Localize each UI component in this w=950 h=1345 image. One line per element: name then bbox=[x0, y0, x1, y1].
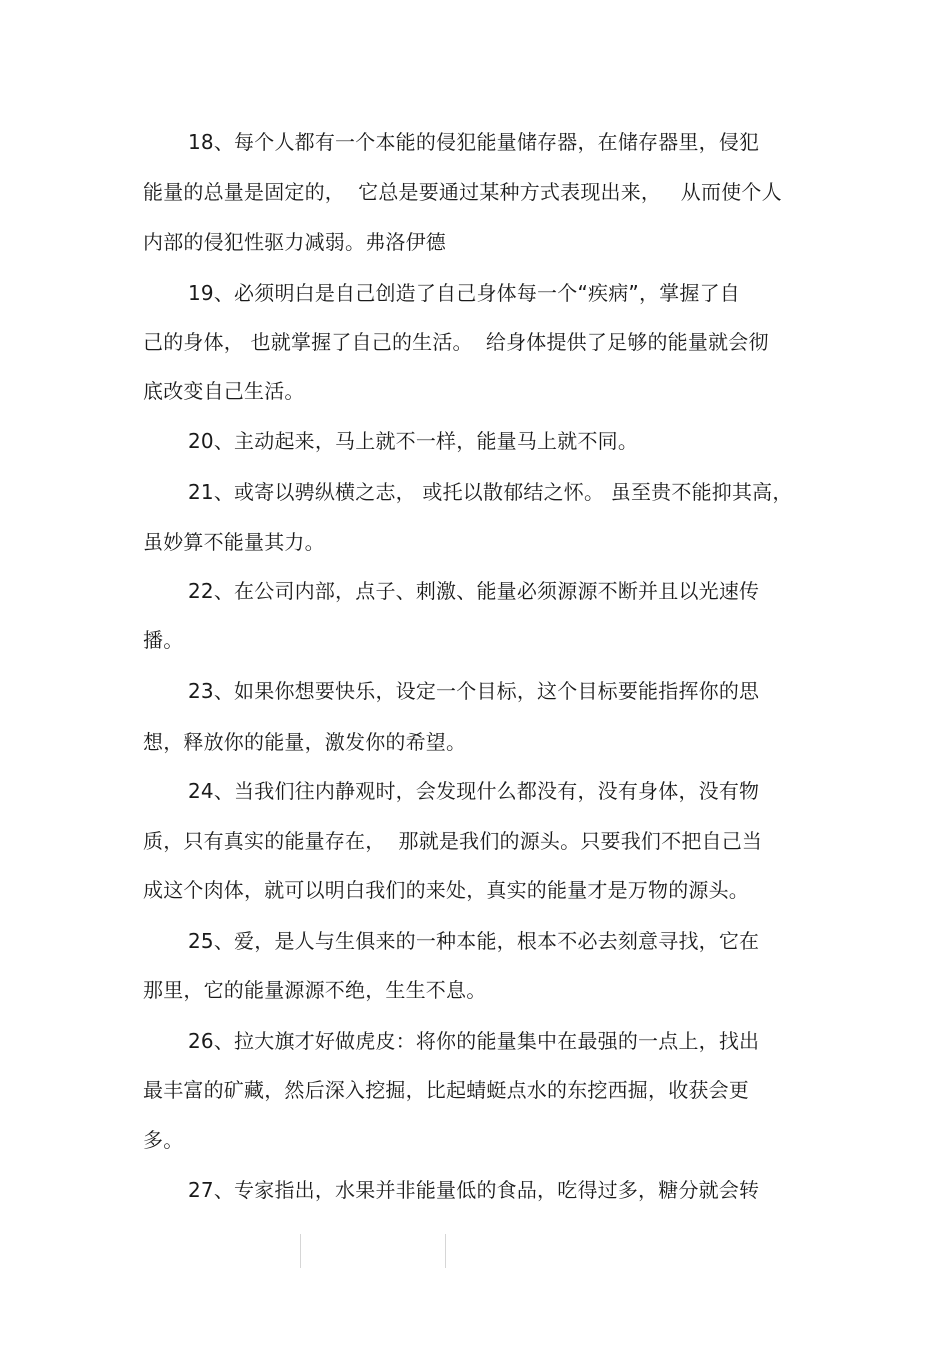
text-line-13: 想，释放你的能量，激发你的希望。 bbox=[143, 730, 467, 754]
text-line-8: 21、或寄以骋纵横之志， 或托以散郁结之怀。 虽至贵不能抑其高， bbox=[188, 480, 793, 504]
text-line-6: 底改变自己生活。 bbox=[143, 379, 305, 403]
text-line-19: 26、拉大旗才好做虎皮：将你的能量集中在最强的一点上，找出 bbox=[188, 1029, 760, 1053]
text-line-10: 22、在公司内部，点子、刺激、能量必须源源不断并且以光速传 bbox=[188, 579, 760, 603]
text-line-14: 24、当我们往内静观时，会发现什么都没有，没有身体，没有物 bbox=[188, 779, 760, 803]
text-line-2: 能量的总量是固定的， 它总是要通过某种方式表现出来， 从而使个人 bbox=[143, 180, 782, 204]
text-line-12: 23、如果你想要快乐，设定一个目标，这个目标要能指挥你的思 bbox=[188, 679, 760, 703]
text-line-15: 质，只有真实的能量存在， 那就是我们的源头。只要我们不把自己当 bbox=[143, 829, 763, 853]
text-line-21: 多。 bbox=[143, 1128, 184, 1152]
text-line-3: 内部的侵犯性驱力减弱。弗洛伊德 bbox=[143, 230, 446, 254]
text-line-18: 那里，它的能量源源不绝，生生不息。 bbox=[143, 978, 487, 1002]
footer-divider-left bbox=[300, 1234, 301, 1268]
text-line-4: 19、必须明白是自己创造了自己身体每一个“疾病”，掌握了自 bbox=[188, 281, 740, 305]
text-line-22: 27、专家指出，水果并非能量低的食品，吃得过多，糖分就会转 bbox=[188, 1178, 760, 1202]
text-line-20: 最丰富的矿藏，然后深入挖掘，比起蜻蜓点水的东挖西掘，收获会更 bbox=[143, 1078, 749, 1102]
text-line-17: 25、爱，是人与生俱来的一种本能，根本不必去刻意寻找，它在 bbox=[188, 929, 760, 953]
text-line-16: 成这个肉体，就可以明白我们的来处，真实的能量才是万物的源头。 bbox=[143, 878, 749, 902]
text-line-9: 虽妙算不能量其力。 bbox=[143, 530, 325, 554]
text-line-5: 己的身体， 也就掌握了自己的生活。 给身体提供了足够的能量就会彻 bbox=[143, 330, 769, 354]
text-line-7: 20、主动起来，马上就不一样，能量马上就不同。 bbox=[188, 429, 639, 453]
text-line-11: 播。 bbox=[143, 628, 184, 652]
text-line-1: 18、每个人都有一个本能的侵犯能量储存器，在储存器里，侵犯 bbox=[188, 130, 760, 154]
footer-divider-right bbox=[445, 1234, 446, 1268]
